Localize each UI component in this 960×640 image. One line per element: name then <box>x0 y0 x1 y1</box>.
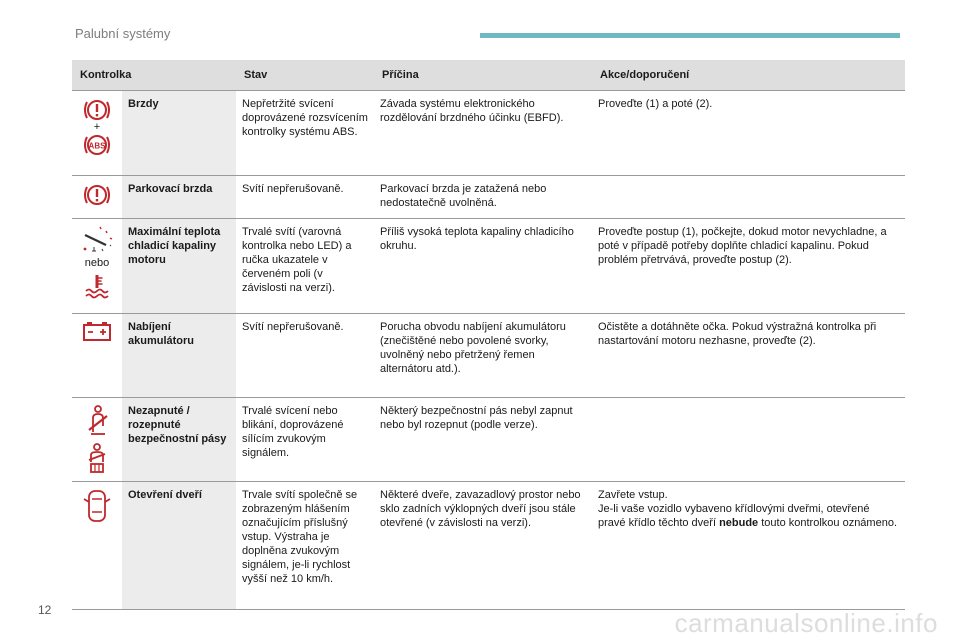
icon-cell <box>72 219 122 314</box>
table-row <box>72 219 905 314</box>
action-text: Je-li vaše vozidlo vybaveno křídlovými dveřmi, otevřené pravé křídlo těchto dveří <box>598 503 870 529</box>
brake-warning-icon <box>82 97 112 123</box>
row-cause: Závada systému elektronického rozdělování brzdného účinku (EBFD). <box>374 91 592 176</box>
icon-cell <box>72 482 122 610</box>
icon-cell <box>72 91 122 176</box>
header-accent-bar <box>480 33 900 38</box>
seatbelt-icon <box>83 404 111 436</box>
col-header-akce: Akce/doporučení <box>592 60 905 91</box>
icon-cell <box>72 314 122 398</box>
row-action <box>592 398 905 482</box>
row-cause: Příliš vysoká teplota kapaliny chladicího okruhu. <box>374 219 592 314</box>
row-name: Otevření dveří <box>122 482 236 610</box>
row-name: Brzdy <box>122 91 236 176</box>
table-row <box>72 314 905 398</box>
row-state: Nepřetržité svícení doprovázené rozsvícením kontrolky systému ABS. <box>236 91 374 176</box>
table-header-row <box>72 60 905 91</box>
page-number: 12 <box>38 603 52 617</box>
action-line: Zavřete vstup. <box>598 489 668 501</box>
coolant-temperature-icon <box>84 273 110 299</box>
action-text-tail: touto kontrolkou oznámeno. <box>758 517 897 529</box>
row-name: Parkovací brzda <box>122 176 236 219</box>
row-cause: Parkovací brzda je zatažená nebo nedostatečně uvolněná. <box>374 176 592 219</box>
row-state: Svítí nepřerušovaně. <box>236 176 374 219</box>
parking-brake-icon <box>82 182 112 208</box>
icon-cell <box>72 398 122 482</box>
row-state: Svítí nepřerušovaně. <box>236 314 374 398</box>
row-cause: Některé dveře, zavazadlový prostor nebo sklo zadních výklopných dveří jsou stále otevřené (v závislosti na verzi). <box>374 482 592 610</box>
coolant-gauge-icon <box>80 225 114 255</box>
table-row <box>72 91 905 176</box>
section-title: Palubní systémy <box>75 26 171 41</box>
battery-icon <box>81 320 113 342</box>
or-label: nebo <box>84 257 110 269</box>
action-emphasis: nebude <box>719 517 759 529</box>
row-action <box>592 482 905 610</box>
icon-cell <box>72 176 122 219</box>
door-open-icon <box>83 488 111 524</box>
row-state: Trvalé svítí (varovná kontrolka nebo LED) a ručka ukazatele v červeném poli (v závislosti na verzi). <box>236 219 374 314</box>
abs-warning-icon <box>82 132 112 158</box>
row-name: Nezapnuté / rozepnuté bezpečnostní pásy <box>122 398 236 482</box>
row-action <box>592 176 905 219</box>
watermark: carmanualsonline.info <box>674 608 938 638</box>
col-header-pricina: Příčina <box>374 60 592 91</box>
row-state: Trvale svítí společně se zobrazeným hlášením označujícím příslušný vstup. Výstraha je doplněna zvukovým signálem, je-li rychlost vyšší než 10 km/h. <box>236 482 374 610</box>
row-name: Nabíjení akumulátoru <box>122 314 236 398</box>
row-action: Proveďte postup (1), počkejte, dokud motor nevychladne, a poté v případě potřeby doplňte chladicí kapalinu. Pokud problém přetrvává, proveďte postup (2). <box>592 219 905 314</box>
row-name: Maximální teplota chladicí kapaliny motoru <box>122 219 236 314</box>
svg-text:ABS: ABS <box>88 141 106 151</box>
table-row <box>72 176 905 219</box>
table-row <box>72 482 905 610</box>
row-state: Trvalé svícení nebo blikání, doprovázené sílícím zvukovým signálem. <box>236 398 374 482</box>
row-action: Proveďte (1) a poté (2). <box>592 91 905 176</box>
table-row <box>72 398 905 482</box>
rear-seatbelt-icon <box>83 442 111 474</box>
action-line <box>598 502 899 530</box>
col-header-stav: Stav <box>236 60 374 91</box>
row-cause: Porucha obvodu nabíjení akumulátoru (znečištěné nebo povolené svorky, uvolněný nebo přetržený řemen alternátoru atd.). <box>374 314 592 398</box>
plus-sign: + <box>93 121 101 133</box>
row-cause: Některý bezpečnostní pás nebyl zapnut nebo byl rozepnut (podle verze). <box>374 398 592 482</box>
col-header-kontrolka: Kontrolka <box>72 60 236 91</box>
warning-lights-table <box>72 60 905 610</box>
row-action: Očistěte a dotáhněte očka. Pokud výstražná kontrolka při nastartování motoru nezhasne, proveďte (2). <box>592 314 905 398</box>
